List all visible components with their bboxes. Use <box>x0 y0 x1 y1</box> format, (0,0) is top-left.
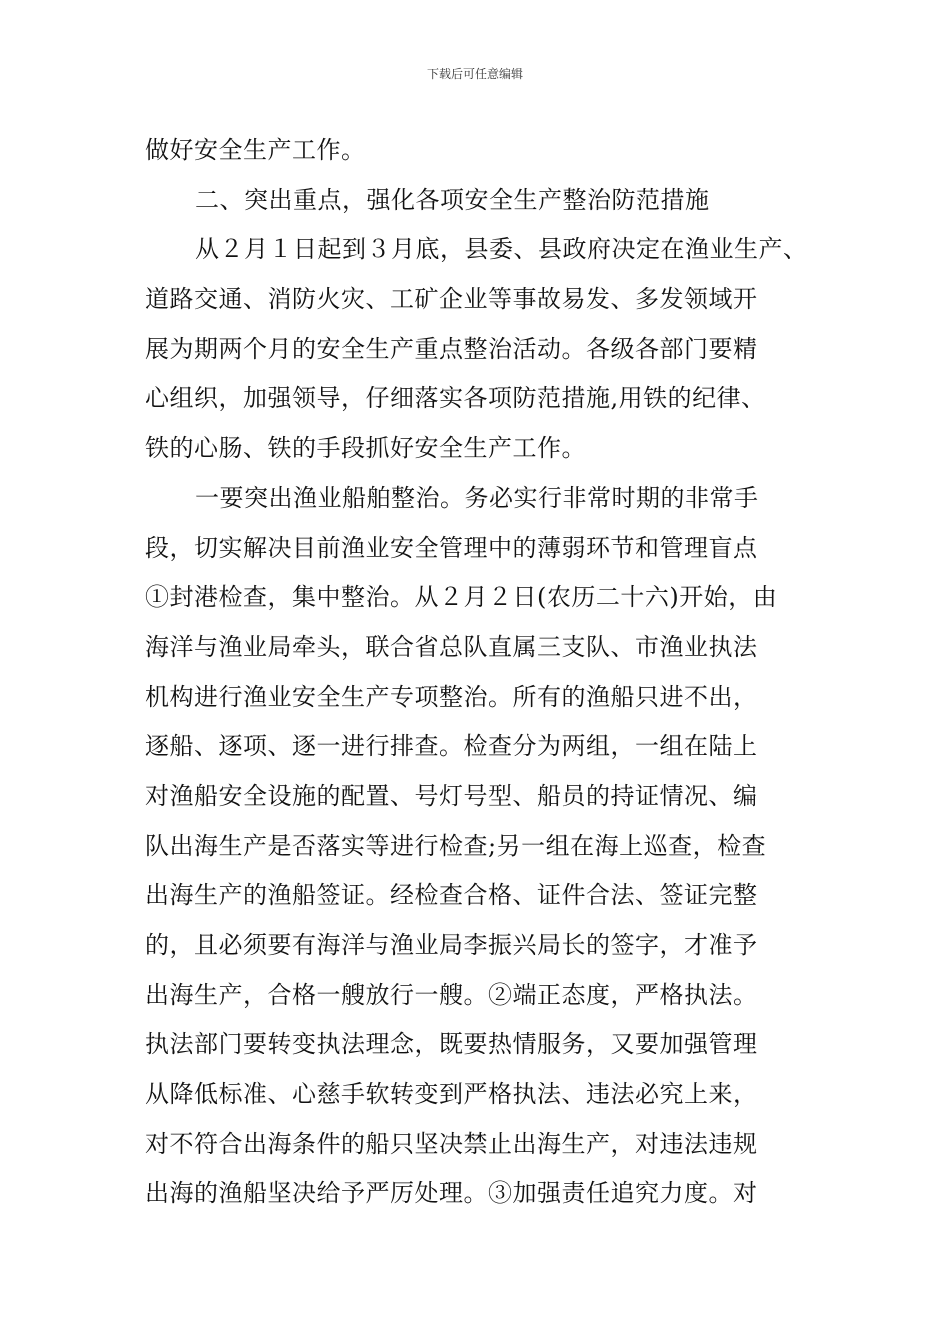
text-line: 执法部门要转变执法理念，既要热情服务，又要加强管理 <box>145 1030 758 1059</box>
text-line: 从２月１日起到３月底，县委、县政府决定在渔业生产、 <box>195 235 808 264</box>
page-header: 下载后可任意编辑 <box>426 67 523 81</box>
text-line: 出海的渔船坚决给予严厉处理。③加强责任追究力度。对 <box>145 1179 758 1208</box>
text-line: 对不符合出海条件的船只坚决禁止出海生产，对违法违规 <box>145 1129 758 1158</box>
text-line: 一要突出渔业船舶整治。务必实行非常时期的非常手 <box>195 483 759 512</box>
text-line: 队出海生产是否落实等进行检查;另一组在海上巡查，检查 <box>145 831 767 860</box>
text-line: 铁的心肠、铁的手段抓好安全生产工作。 <box>145 434 586 463</box>
text-line: 机构进行渔业安全生产专项整治。所有的渔船只进不出， <box>145 682 758 711</box>
section-heading: 二、突出重点，强化各项安全生产整治防范措施 <box>195 185 710 214</box>
text-line: 海洋与渔业局牵头，联合省总队直属三支队、市渔业执法 <box>145 632 758 661</box>
text-line: 段，切实解决目前渔业安全管理中的薄弱环节和管理盲点 <box>145 533 758 562</box>
text-line: 从降低标准、心慈手软转变到严格执法、违法必究上来， <box>145 1080 758 1109</box>
text-line: 展为期两个月的安全生产重点整治活动。各级各部门要精 <box>145 334 758 363</box>
text-line: 逐船、逐项、逐一进行排查。检查分为两组，一组在陆上 <box>145 732 758 761</box>
text-line: 出海生产的渔船签证。经检查合格、证件合法、签证完整 <box>145 881 758 910</box>
text-line: 做好安全生产工作。 <box>145 136 366 164</box>
document-body <box>145 126 835 1219</box>
text-line: ①封港检查，集中整治。从２月２日(农历二十六)开始，由 <box>145 583 778 612</box>
text-line: 对渔船安全设施的配置、号灯号型、船员的持证情况、编 <box>145 781 758 810</box>
text-line: 道路交通、消防火灾、工矿企业等事故易发、多发领域开 <box>145 285 758 314</box>
text-line: 的，且必须要有海洋与渔业局李振兴局长的签字，才准予 <box>145 931 758 959</box>
text-line: 心组织，加强领导，仔细落实各项防范措施,用铁的纪律、 <box>145 384 766 413</box>
text-line: 出海生产，合格一艘放行一艘。②端正态度，严格执法。 <box>145 980 758 1009</box>
